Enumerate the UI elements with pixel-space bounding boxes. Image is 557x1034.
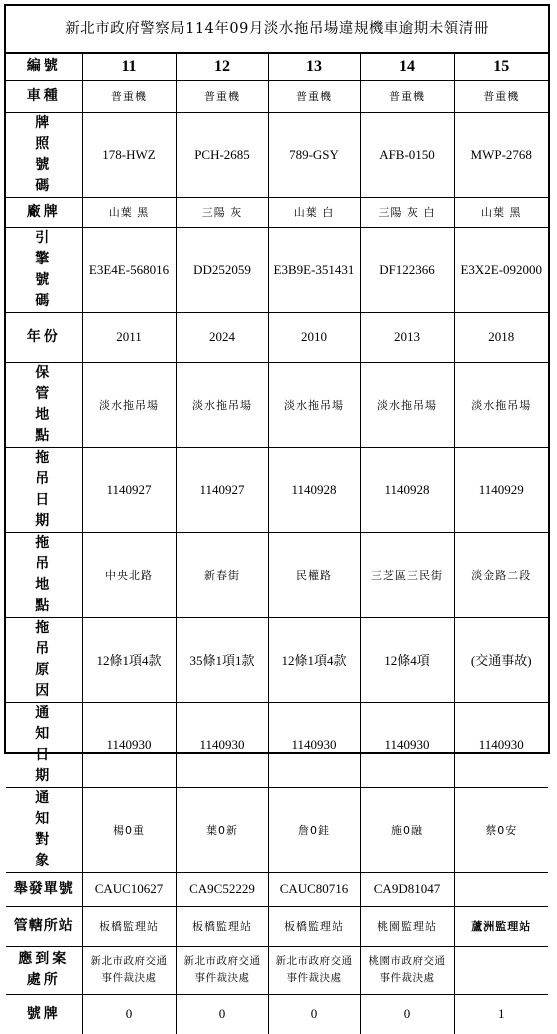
cell-citation-number-3: CAUC80716 xyxy=(268,872,360,906)
cell-tow-date-4: 1140928 xyxy=(360,447,454,532)
cell-plate-count-5: 1 xyxy=(454,994,548,1034)
row-citation-number xyxy=(6,872,548,906)
cell-notice-recipient-5: 蔡0安 xyxy=(454,787,548,872)
cell-number-2: 12 xyxy=(176,54,268,80)
cell-brand-color-2: 三陽 灰 xyxy=(176,197,268,227)
cell-engine-number-5: E3X2E-092000 xyxy=(454,227,548,312)
cell-tow-date-3: 1140928 xyxy=(268,447,360,532)
cell-plate-number-1: 178-HWZ xyxy=(82,112,176,197)
row-year xyxy=(6,312,548,362)
cell-brand-color-1: 山葉 黑 xyxy=(82,197,176,227)
cell-year-2: 2024 xyxy=(176,312,268,362)
label-vehicle-type: 車種 xyxy=(6,80,82,112)
cell-citation-number-5 xyxy=(454,872,548,906)
cell-plate-count-4: 0 xyxy=(360,994,454,1034)
cell-brand-color-3: 山葉 白 xyxy=(268,197,360,227)
cell-tow-reason-4: 12條4項 xyxy=(360,617,454,702)
cell-engine-number-1: E3E4E-568016 xyxy=(82,227,176,312)
label-notice-date: 通知日期 xyxy=(6,702,82,787)
cell-vehicle-type-3: 普重機 xyxy=(268,80,360,112)
cell-tow-location-1: 中央北路 xyxy=(82,532,176,617)
cell-notice-date-4: 1140930 xyxy=(360,702,454,787)
cell-storage-location-2: 淡水拖吊場 xyxy=(176,362,268,447)
label-jurisdiction-station: 管轄所站 xyxy=(6,906,82,946)
sheet-title: 新北市政府警察局114年09月淡水拖吊場違規機車逾期未領清冊 xyxy=(6,6,548,54)
cell-jurisdiction-station-5: 蘆洲監理站 xyxy=(454,906,548,946)
cell-notice-recipient-4: 施0融 xyxy=(360,787,454,872)
cell-number-4: 14 xyxy=(360,54,454,80)
cell-jurisdiction-station-1: 板橋監理站 xyxy=(82,906,176,946)
cell-brand-color-4: 三陽 灰 白 xyxy=(360,197,454,227)
label-plate-number: 牌照號碼 xyxy=(6,112,82,197)
label-tow-date: 拖吊日期 xyxy=(6,447,82,532)
cell-number-1: 11 xyxy=(82,54,176,80)
cell-engine-number-2: DD252059 xyxy=(176,227,268,312)
cell-number-3: 13 xyxy=(268,54,360,80)
row-notice-recipient xyxy=(6,787,548,872)
cell-tow-date-5: 1140929 xyxy=(454,447,548,532)
cell-brand-color-5: 山葉 黑 xyxy=(454,197,548,227)
cell-engine-number-3: E3B9E-351431 xyxy=(268,227,360,312)
row-brand-color xyxy=(6,197,548,227)
records-table xyxy=(6,54,548,1034)
cell-vehicle-type-4: 普重機 xyxy=(360,80,454,112)
cell-tow-location-5: 淡金路二段 xyxy=(454,532,548,617)
label-notice-recipient: 通知對象 xyxy=(6,787,82,872)
row-tow-date xyxy=(6,447,548,532)
cell-plate-number-5: MWP-2768 xyxy=(454,112,548,197)
cell-report-office-1: 新北市政府交通事件裁決處 xyxy=(82,946,176,994)
cell-tow-location-4: 三芝區三民街 xyxy=(360,532,454,617)
row-plate-number xyxy=(6,112,548,197)
cell-tow-reason-1: 12條1項4款 xyxy=(82,617,176,702)
label-engine-number: 引擎號碼 xyxy=(6,227,82,312)
label-citation-number: 舉發單號 xyxy=(6,872,82,906)
row-vehicle-type xyxy=(6,80,548,112)
cell-report-office-4: 桃園市政府交通事件裁決處 xyxy=(360,946,454,994)
cell-tow-date-2: 1140927 xyxy=(176,447,268,532)
cell-plate-number-3: 789-GSY xyxy=(268,112,360,197)
cell-tow-reason-5: (交通事故) xyxy=(454,617,548,702)
cell-storage-location-5: 淡水拖吊場 xyxy=(454,362,548,447)
cell-notice-recipient-2: 葉0新 xyxy=(176,787,268,872)
cell-year-4: 2013 xyxy=(360,312,454,362)
cell-citation-number-2: CA9C52229 xyxy=(176,872,268,906)
row-engine-number xyxy=(6,227,548,312)
cell-notice-date-5: 1140930 xyxy=(454,702,548,787)
cell-citation-number-1: CAUC10627 xyxy=(82,872,176,906)
label-number: 編號 xyxy=(6,54,82,80)
cell-storage-location-4: 淡水拖吊場 xyxy=(360,362,454,447)
row-storage-location xyxy=(6,362,548,447)
cell-vehicle-type-5: 普重機 xyxy=(454,80,548,112)
cell-tow-location-2: 新春街 xyxy=(176,532,268,617)
label-brand-color: 廠牌 xyxy=(6,197,82,227)
cell-plate-count-3: 0 xyxy=(268,994,360,1034)
cell-notice-recipient-1: 楊0重 xyxy=(82,787,176,872)
cell-notice-date-3: 1140930 xyxy=(268,702,360,787)
cell-notice-date-2: 1140930 xyxy=(176,702,268,787)
row-tow-location xyxy=(6,532,548,617)
cell-tow-date-1: 1140927 xyxy=(82,447,176,532)
cell-report-office-3: 新北市政府交通事件裁決處 xyxy=(268,946,360,994)
row-number xyxy=(6,54,548,80)
label-storage-location: 保管地點 xyxy=(6,362,82,447)
label-tow-location: 拖吊地點 xyxy=(6,532,82,617)
record-sheet xyxy=(4,4,550,1022)
cell-storage-location-1: 淡水拖吊場 xyxy=(82,362,176,447)
cell-notice-date-1: 1140930 xyxy=(82,702,176,787)
cell-tow-reason-2: 35條1項1款 xyxy=(176,617,268,702)
row-notice-date xyxy=(6,702,548,787)
cell-notice-recipient-3: 詹0銈 xyxy=(268,787,360,872)
cell-storage-location-3: 淡水拖吊場 xyxy=(268,362,360,447)
cell-year-3: 2010 xyxy=(268,312,360,362)
cell-jurisdiction-station-4: 桃園監理站 xyxy=(360,906,454,946)
cell-jurisdiction-station-3: 板橋監理站 xyxy=(268,906,360,946)
cell-number-5: 15 xyxy=(454,54,548,80)
label-tow-reason: 拖吊原因 xyxy=(6,617,82,702)
row-jurisdiction-station xyxy=(6,906,548,946)
cell-engine-number-4: DF122366 xyxy=(360,227,454,312)
cell-vehicle-type-2: 普重機 xyxy=(176,80,268,112)
row-tow-reason xyxy=(6,617,548,702)
cell-tow-reason-3: 12條1項4款 xyxy=(268,617,360,702)
row-report-office xyxy=(6,946,548,994)
cell-report-office-5 xyxy=(454,946,548,994)
cell-plate-count-2: 0 xyxy=(176,994,268,1034)
row-plate-count xyxy=(6,994,548,1034)
cell-year-5: 2018 xyxy=(454,312,548,362)
cell-plate-count-1: 0 xyxy=(82,994,176,1034)
cell-citation-number-4: CA9D81047 xyxy=(360,872,454,906)
cell-year-1: 2011 xyxy=(82,312,176,362)
cell-report-office-2: 新北市政府交通事件裁決處 xyxy=(176,946,268,994)
label-plate-count: 號牌 xyxy=(6,994,82,1034)
cell-plate-number-2: PCH-2685 xyxy=(176,112,268,197)
label-report-office: 應到案處所 xyxy=(6,946,82,994)
cell-plate-number-4: AFB-0150 xyxy=(360,112,454,197)
cell-tow-location-3: 民權路 xyxy=(268,532,360,617)
cell-jurisdiction-station-2: 板橋監理站 xyxy=(176,906,268,946)
cell-vehicle-type-1: 普重機 xyxy=(82,80,176,112)
label-year: 年份 xyxy=(6,312,82,362)
